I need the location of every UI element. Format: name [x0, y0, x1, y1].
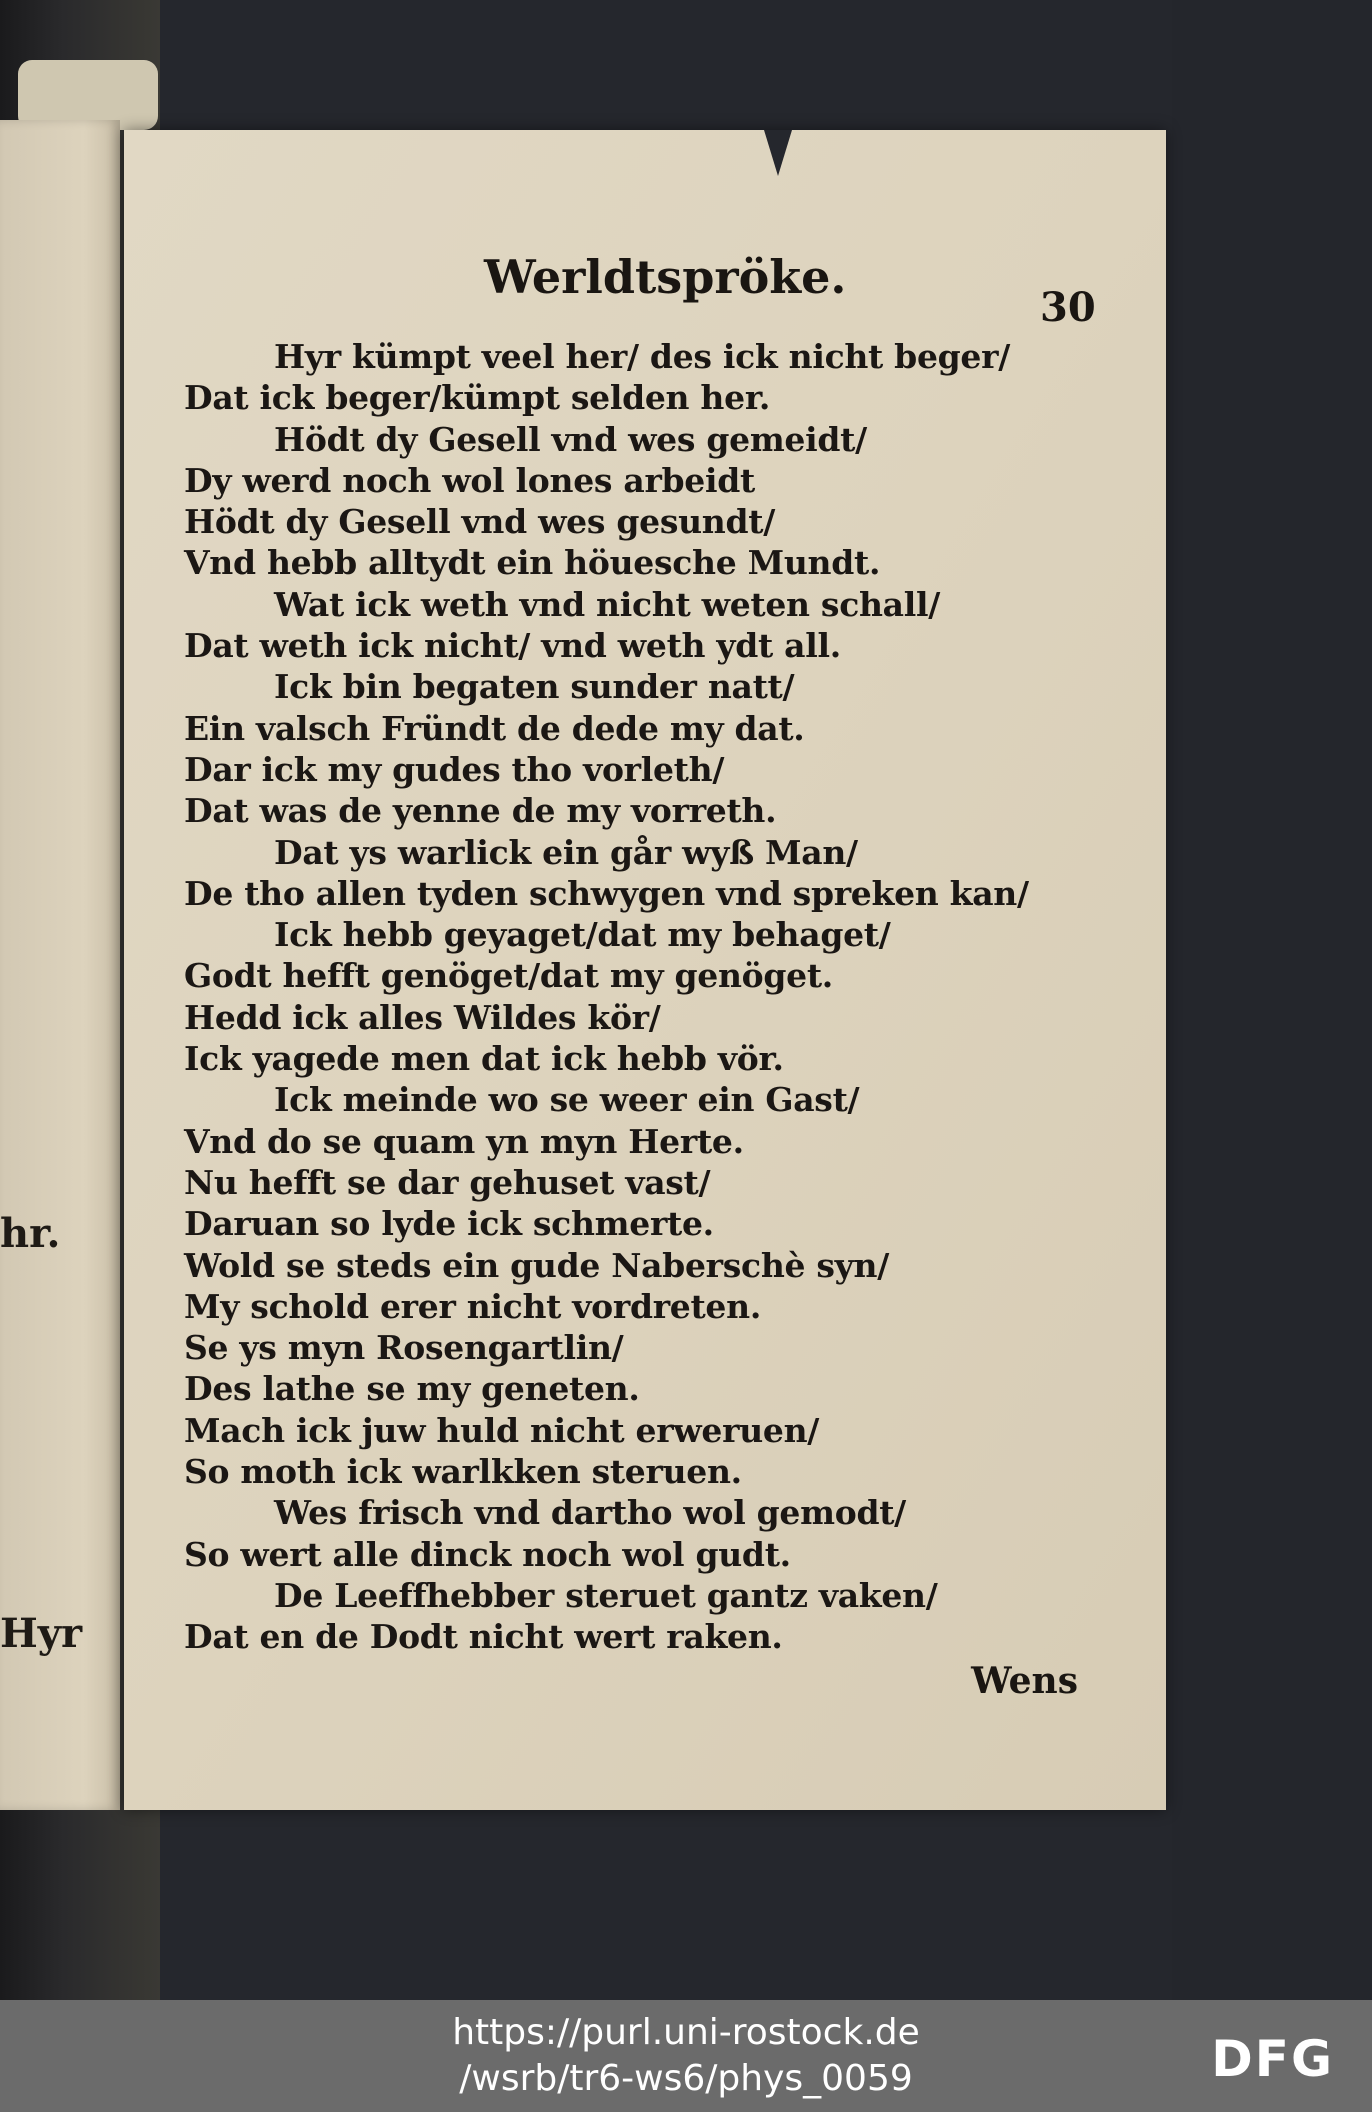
- verse-line: Des lathe se my geneten.: [184, 1369, 640, 1409]
- permalink-line-2[interactable]: /wsrb/tr6-ws6/phys_0059: [459, 2058, 913, 2099]
- verse-line: Hödt dy Gesell vnd wes gesundt/: [184, 502, 775, 542]
- page-tear: [764, 130, 792, 176]
- previous-page-fragment: Hyr: [0, 1610, 83, 1657]
- verse-line: Dat was de yenne de my vorreth.: [184, 791, 777, 831]
- footer-bar: [0, 2000, 1372, 2112]
- verse-line: Dy werd noch wol lones arbeidt: [184, 460, 755, 500]
- dfg-logo: DFG: [1211, 2030, 1334, 2088]
- verse-list: [184, 336, 1124, 1658]
- verse-line: Hödt dy Gesell vnd wes gemeidt/: [274, 419, 867, 459]
- page-number: 30: [1040, 284, 1096, 331]
- verse-line: Dat en de Dodt nicht wert raken.: [184, 1617, 783, 1657]
- verse-line: Dat ick beger/kümpt selden her.: [184, 378, 771, 418]
- verse-line: Daruan so lyde ick schmerte.: [184, 1204, 714, 1244]
- verse-line: My schold erer nicht vordreten.: [184, 1286, 762, 1326]
- verse-line: Dat ys warlick ein går wyß Man/: [274, 832, 858, 872]
- verse-line: Hyr kümpt veel her/ des ick nicht beger/: [274, 337, 1010, 376]
- verse-line: Mach ick juw huld nicht erweruen/: [184, 1410, 820, 1450]
- verse-line: Ick hebb geyaget/dat my behaget/: [274, 915, 891, 955]
- verse-line: So wert alle dinck noch wol gudt.: [184, 1534, 791, 1574]
- verse-line: So moth ick warlkken steruen.: [184, 1452, 742, 1492]
- permalink-line-1[interactable]: https://purl.uni-rostock.de: [452, 2012, 920, 2053]
- verse-line: Wold se steds ein gude Naberschè syn/: [184, 1245, 889, 1285]
- verse-line: Nu hefft se dar gehuset vast/: [184, 1162, 711, 1202]
- background-right: [1172, 0, 1372, 2000]
- verse-line: Wes frisch vnd dartho wol gemodt/: [274, 1493, 906, 1533]
- verse-line: Ick meinde wo se weer ein Gast/: [274, 1080, 860, 1120]
- verse-line: Vnd hebb alltydt ein höuesche Mundt.: [184, 543, 881, 583]
- book-page: [124, 130, 1166, 1810]
- verse-line: Wat ick weth vnd nicht weten schall/: [274, 584, 940, 624]
- previous-page-fragment: hr.: [0, 1210, 61, 1257]
- verse-line: Vnd do se quam yn myn Herte.: [184, 1121, 744, 1161]
- verse-line: Ein valsch Fründt de dede my dat.: [184, 708, 805, 748]
- previous-page-edge: [0, 120, 120, 1810]
- verse-line: Se ys myn Rosengartlin/: [184, 1328, 624, 1368]
- verse-line: Dat weth ick nicht/ vnd weth ydt all.: [184, 626, 841, 666]
- verse-line: De tho allen tyden schwygen vnd spreken kan/: [184, 873, 1029, 913]
- running-header: Werldtspröke.: [484, 250, 847, 304]
- verse-line: Dar ick my gudes tho vorleth/: [184, 749, 725, 789]
- verse-line: Godt hefft genöget/dat my genöget.: [184, 956, 833, 996]
- permalink[interactable]: [0, 2010, 1372, 2102]
- verse-line: Ick bin begaten sunder natt/: [274, 667, 795, 707]
- verse-line: Ick yagede men dat ick hebb vör.: [184, 1039, 784, 1079]
- catchword: Wens: [971, 1660, 1078, 1702]
- verse-line: De Leeffhebber steruet gantz vaken/: [274, 1575, 938, 1615]
- verse-line: Hedd ick alles Wildes kör/: [184, 997, 661, 1037]
